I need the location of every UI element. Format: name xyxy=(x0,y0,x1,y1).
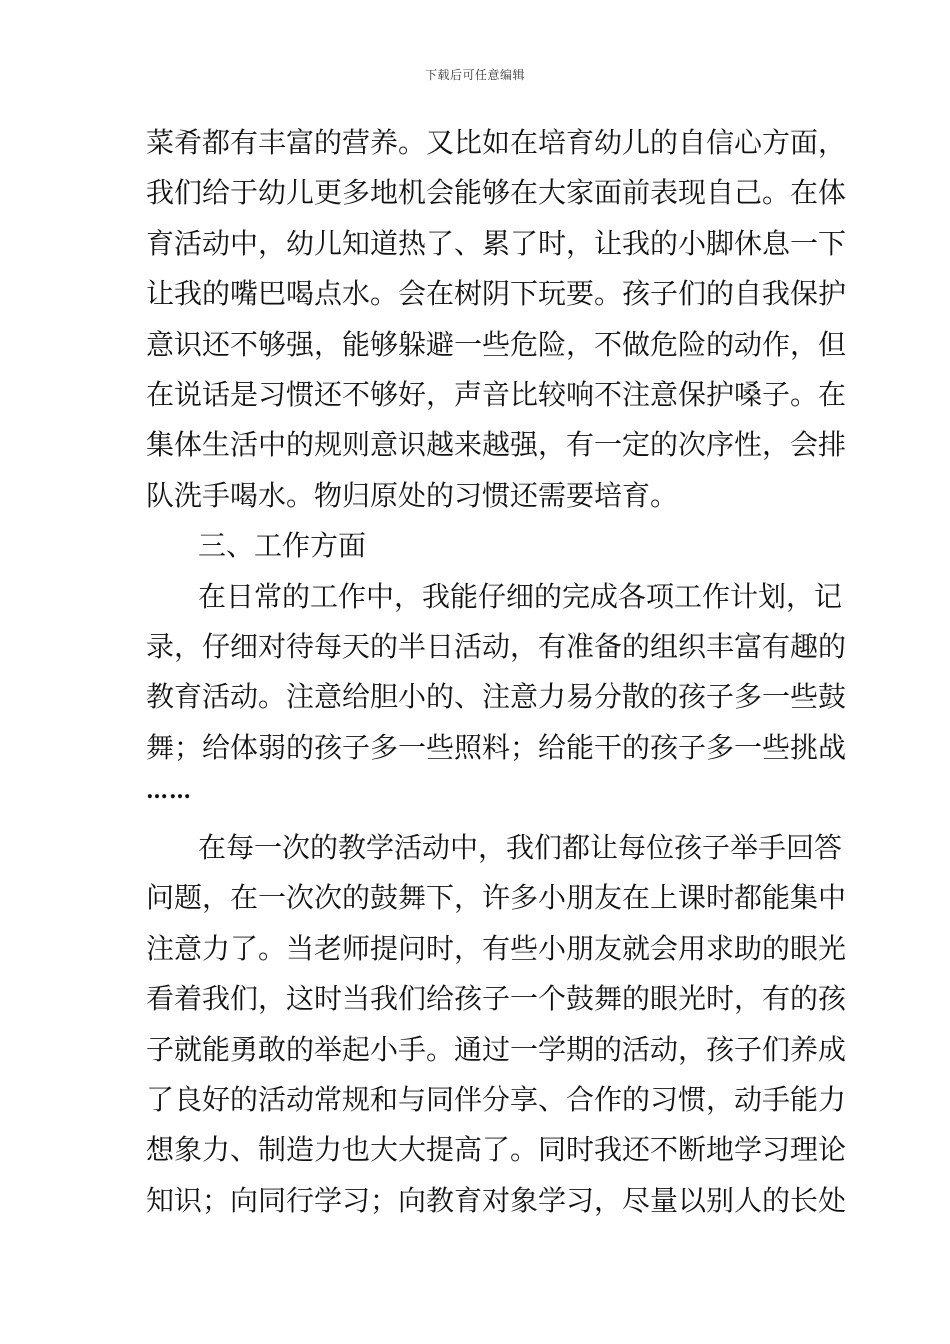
text-line: 问题，在一次次的鼓舞下，许多小朋友在上课时都能集中 xyxy=(146,881,847,915)
document-body xyxy=(146,118,847,1226)
text-line: 录，仔细对待每天的半日活动，有准备的组织丰富有趣的 xyxy=(146,629,847,663)
text-line: 育活动中，幼儿知道热了、累了时，让我的小脚休息一下 xyxy=(146,226,847,260)
text-line: 让我的嘴巴喝点水。会在树阴下玩要。孩子们的自我保护 xyxy=(146,277,847,311)
page-header: 下载后可任意编辑 xyxy=(424,68,525,82)
text-line: 舞；给体弱的孩子多一些照料；给能干的孩子多一些挑战 xyxy=(146,730,847,764)
text-line: 我们给于幼儿更多地机会能够在大家面前表现自己。在体 xyxy=(146,176,847,210)
text-line: 想象力、制造力也大大提高了。同时我还不断地学习理论 xyxy=(146,1133,847,1167)
text-line: 意识还不够强，能够躲避一些危险，不做危险的动作，但 xyxy=(146,327,847,361)
text-line: 队洗手喝水。物归原处的习惯还需要培育。 xyxy=(146,478,679,512)
text-line: 在每一次的教学活动中，我们都让每位孩子举手回答 xyxy=(198,831,843,865)
text-line: 在日常的工作中，我能仔细的完成各项工作计划，记 xyxy=(198,579,843,613)
ellipsis-line: …… xyxy=(146,778,192,805)
text-line: 了良好的活动常规和与同伴分享、合作的习惯，动手能力 xyxy=(146,1083,847,1117)
text-line: 菜肴都有丰富的营养。又比如在培育幼儿的自信心方面， xyxy=(146,126,847,159)
text-line: 注意力了。当老师提问时，有些小朋友就会用求助的眼光 xyxy=(146,931,847,965)
section-heading: 三、工作方面 xyxy=(198,529,367,563)
text-line: 子就能勇敢的举起小手。通过一学期的活动，孩子们养成 xyxy=(146,1032,847,1066)
text-line: 教育活动。注意给胆小的、注意力易分散的孩子多一些鼓 xyxy=(146,680,847,714)
text-line: 在说话是习惯还不够好，声音比较响不注意保护嗓子。在 xyxy=(146,377,847,411)
text-line: 看着我们，这时当我们给孩子一个鼓舞的眼光时，有的孩 xyxy=(146,982,847,1016)
text-line: 集体生活中的规则意识越来越强，有一定的次序性，会排 xyxy=(146,428,847,462)
text-line: 知识；向同行学习；向教育对象学习，尽量以别人的长处 xyxy=(146,1183,847,1217)
